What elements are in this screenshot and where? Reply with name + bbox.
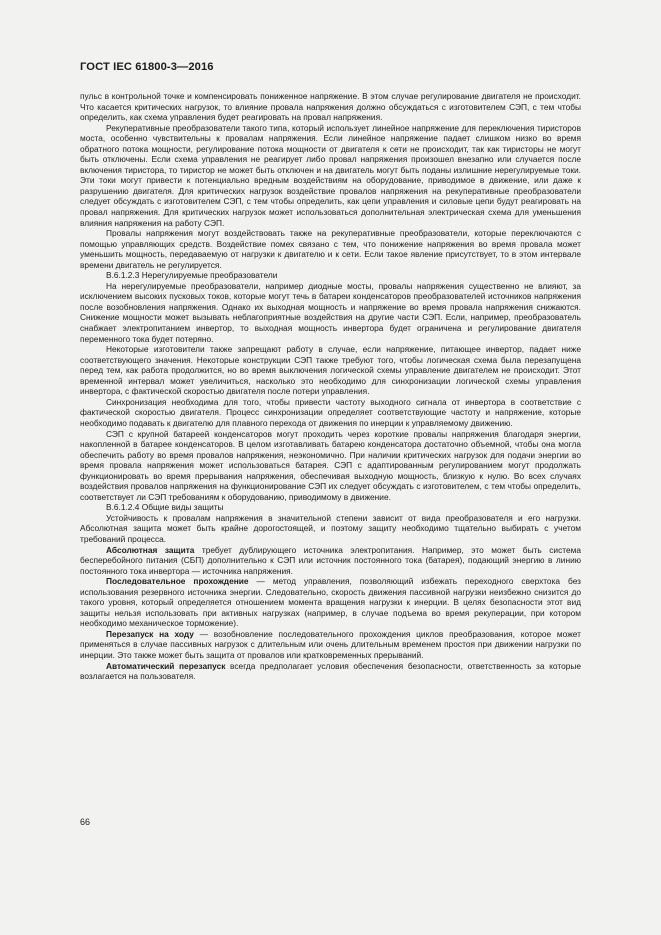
page-number: 66 [80, 817, 91, 827]
document-body [80, 91, 581, 682]
paragraph: Синхронизация необходима для того, чтобы привести частоту выходного сигнала от инвертора в соответствие с фактической скоростью двигателя. Процесс синхронизации определяет соответствующие частоту и напряжение, которые необходимо подавать к двигателю для плавного перехода от движения по инерции к управляемому движению. [80, 396, 581, 428]
paragraph [80, 576, 581, 629]
term: Последовательное прохождение [106, 576, 249, 587]
term-definition: — метод управления, позволяющий избежать переходного сверхтока без использования резервного источника энергии. Следовательно, скорость движения пассивной нагрузки неизбежно снизится до такого уровня, который определяется отношением момента вращения нагрузки к инерции. В целях безопасности этот вид защиты нельзя использовать при активных нагрузках (например, в случае подъема во время рекуперации, при котором необходимо механическое торможение). [80, 576, 581, 629]
paragraph [80, 545, 581, 577]
term-definition: всегда предполагает условия обеспечения безопасности, ответственность за которые возлагается на пользователя. [80, 660, 582, 682]
paragraph: пульс в контрольной точке и компенсировать пониженное напряжение. В этом случае регулирование двигателя не происходит. Что касается критических нагрузок, то влияние провала напряжения должно обсуждаться с изготовителем СЭП, с тем чтобы определить, как схема управления будет реагировать на провал напряжения. [80, 91, 581, 123]
paragraph [80, 629, 581, 661]
paragraph: Рекуперативные преобразователи такого типа, который использует линейное напряжение для переключения тиристоров моста, особенно чувствительны к провалам напряжения. Если линейное напряжение падает слишком низко во время обратного потока мощности, регулирование потока мощности от двигателя к сети не происходит, так как тиристоры не могут быть отключены. Если схема управления не реагирует либо провал напряжения произошел внезапно или случается после включения тиристора, то тиристор не может быть отключен и на двигатель могут быть поданы излишние нерегулируемые токи. Эти токи могут привести к потенциально вредным воздействиям на оборудование, приводимое в движение, или даже к разрушению двигателя. Для критических нагрузок воздействие провалов напряжения на рекуперативные преобразователи следует обсуждать с изготовителем СЭП, с тем чтобы определить, как цепи управления и силовые цепи будут реагировать на провал напряжения. Для критических нагрузок может использоваться дополнительная электрическая схема для уменьшения влияния напряжения на работу СЭП. [80, 122, 581, 228]
paragraph: Некоторые изготовители также запрещают работу в случае, если напряжение, питающее инвертор, падает ниже соответствующего значения. Некоторые конструкции СЭП также требуют того, чтобы логическая схема была перезапущена перед тем, как работа продолжится, но во время выключения логической схемы управление двигателем не происходит. Этот временной интервал может увеличиться, насколько это необходимо для синхронизации логической схемы управления инвертора, с фактической скоростью двигателя после потери управления. [80, 344, 581, 397]
section-heading: B.6.1.2.4 Общие виды защиты [106, 502, 224, 513]
section-heading: B.6.1.2.3 Нерегулируемые преобразователи [106, 270, 278, 281]
term: Автоматический перезапуск [106, 660, 226, 671]
paragraph: СЭП с крупной батареей конденсаторов могут проходить через короткие провалы напряжения благодаря энергии, накопленной в батарее конденсаторов. В целом изготавливать батарею конденсатора достаточно объемной, чтобы она могла обеспечить работу во время провалов напряжения, неэкономично. При наличии критических нагрузок для подачи энергии во время провала напряжения может использоваться батарея. СЭП с адаптированным регулированием могут продолжать функционировать во время прерывания напряжения, обеспечивая выходную мощность, близкую к нулю. Во всех случаях воздействия провалов напряжения на функционирование СЭП их следует обсуждать с изготовителем, с тем чтобы определить, соответствует ли СЭП требованиям к оборудованию, приводимому в движение. [80, 428, 581, 502]
term: Перезапуск на ходу [106, 628, 194, 639]
paragraph: Устойчивость к провалам напряжения в значительной степени зависит от вида преобразователя и его нагрузки. Абсолютная защита может быть крайне дорогостоящей, и поэтому защиту необходимо тщательно выбирать с учетом требований процесса. [80, 512, 581, 544]
document-header: ГОСТ IEC 61800-3—2016 [80, 61, 214, 73]
term: Абсолютная защита [106, 544, 195, 555]
term-definition: — возобновление последовательного прохождения циклов преобразования, которое может применяться в случае пассивных нагрузок с длительным или очень длительным временем простоя при движении нагрузки по инерции. Это также может быть защита от провалов или кратковременных прерываний. [80, 628, 581, 660]
paragraph [80, 661, 581, 682]
paragraph: На нерегулируемые преобразователи, например диодные мосты, провалы напряжения существенно не влияют, за исключением высоких пусковых токов, которые могут течь в батареи конденсаторов преобразователей источников напряжения после возобновления напряжения. Однако их выходная мощность и напряжение во время провала напряжения снижаются. Снижение мощности может вызывать неблагоприятные воздействия на другие части СЭП. Если, например, преобразователь снабжает электропитанием инвертор, то выходная мощность инвертора будет ограничена и регулирование двигателя переменного тока будет потеряно. [80, 280, 581, 344]
term-definition: требует дублирующего источника электропитания. Например, это может быть система бесперебойного питания (СБП) дополнительно к СЭП или источник постоянного тока (батарея), подающий энергию в линию постоянного тока инвертора — источника напряжения. [80, 544, 581, 576]
paragraph: Провалы напряжения могут воздействовать также на рекуперативные преобразователи, которые переключаются с помощью управляющих средств. Воздействие помех связано с тем, что понижение напряжения во время провала может уменьшить мощность, передаваемую от нагрузки к двигателю и к сети. Если такое явление присутствует, то в этом интервале времени двигатель не регулируется. [80, 228, 581, 270]
